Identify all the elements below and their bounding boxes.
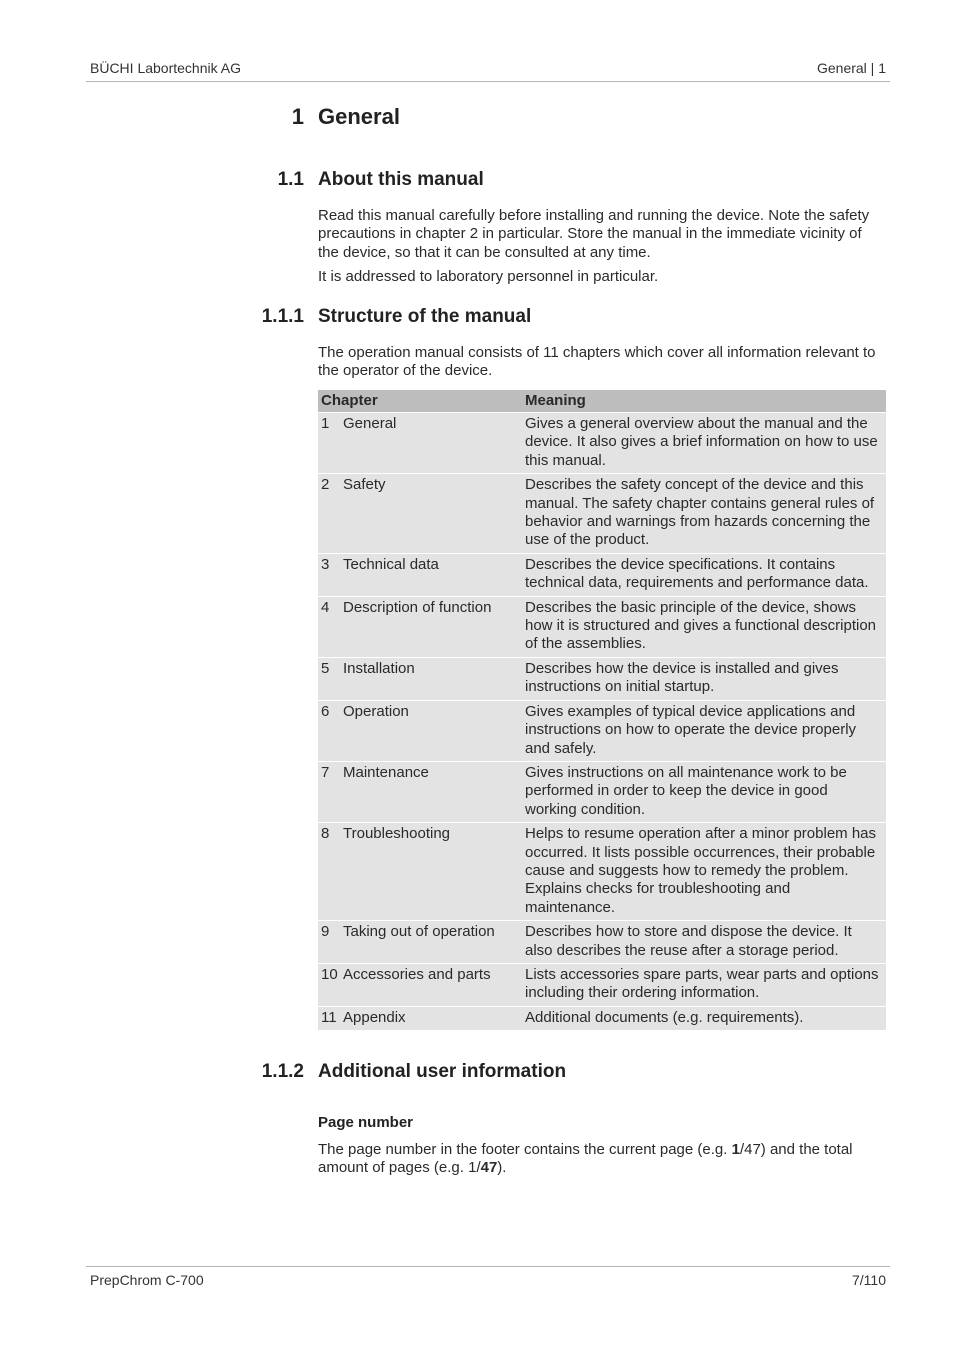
chapter-number: 1	[321, 415, 330, 432]
heading-1-1-title: About this manual	[318, 169, 484, 190]
heading-1-1-2-title: Additional user information	[318, 1061, 567, 1082]
footer-product: PrepChrom C-700	[90, 1272, 204, 1288]
table-cell-meaning: Gives examples of typical device applications and instructions on how to operate the device properly and safely.	[521, 700, 886, 761]
page-number-text-3: ).	[497, 1159, 507, 1177]
table-cell-meaning: Describes how to store and dispose the device. It also describes the reuse after a storage period.	[521, 921, 886, 964]
chapter-number: 5	[321, 659, 330, 677]
chapter-name: Troubleshooting	[343, 825, 451, 843]
table-cell-meaning: Describes how the device is installed and gives instructions on initial startup.	[521, 657, 886, 700]
heading-1-1-1-number: 1.1.1	[261, 306, 304, 327]
table-cell-chapter	[318, 921, 521, 964]
table-row	[318, 657, 886, 700]
table-cell-meaning: Gives a general overview about the manual and the device. It also gives a brief information on how to use this manual.	[521, 413, 886, 474]
table-row	[318, 963, 886, 1006]
chapter-number: 2	[321, 476, 330, 494]
table-row	[318, 761, 886, 822]
structure-para: The operation manual consists of 11 chapters which cover all information relevant to the operator of the device.	[318, 344, 876, 380]
chapter-name: Description of function	[343, 598, 492, 616]
table-cell-meaning: Describes the basic principle of the device, shows how it is structured and gives a functional description of the assemblies.	[521, 596, 886, 657]
chapter-number: 11	[321, 1008, 337, 1026]
heading-1-1-1-title: Structure of the manual	[318, 306, 532, 327]
table-cell-meaning: Describes the device specifications. It contains technical data, requirements and performance data.	[521, 553, 886, 596]
table-cell-chapter	[318, 963, 521, 1006]
table-cell-meaning: Helps to resume operation after a minor problem has occurred. It lists possible occurrences, their probable cause and suggests how to remedy the problem. Explains checks for troubleshooting and maintenance.	[521, 823, 886, 921]
chapter-table	[318, 390, 886, 1030]
page-number-total-example: 47	[480, 1159, 498, 1177]
chapter-number: 3	[321, 555, 330, 573]
page-number-text-1: The page number in the footer contains the current page (e.g.	[318, 1141, 732, 1158]
chapter-number: 10	[321, 965, 338, 983]
structure-text	[318, 344, 886, 381]
table-row	[318, 413, 886, 474]
table-row	[318, 921, 886, 964]
table-cell-chapter	[318, 657, 521, 700]
page-number-current-example: 1	[731, 1141, 740, 1158]
page-number-text-2: /47) and the total amount of pages (e.g. 1/	[318, 1141, 853, 1177]
about-manual-para-1: Read this manual carefully before installing and running the device. Note the safety precautions in chapter 2 in particular. Store the manual in the immediate vicinity of the device, so that it can be consulted at any time.	[318, 207, 870, 261]
chapter-name: General	[343, 415, 397, 432]
header-company: BÜCHI Labortechnik AG	[90, 60, 241, 76]
table-cell-chapter	[318, 413, 521, 474]
table-cell-chapter	[318, 761, 521, 822]
chapter-name: Technical data	[343, 555, 439, 573]
chapter-number: 6	[321, 702, 330, 720]
chapter-number: 9	[321, 923, 330, 941]
table-header-row	[318, 390, 886, 413]
chapter-name: Safety	[343, 476, 386, 494]
chapter-name: Operation	[343, 702, 409, 720]
table-row	[318, 1006, 886, 1030]
footer-rule	[86, 1266, 890, 1267]
footer-page-number: 7/110	[852, 1272, 886, 1288]
page-header	[90, 60, 886, 76]
table-cell-meaning: Gives instructions on all maintenance work to be performed in order to keep the device in good working condition.	[521, 761, 886, 822]
chapter-number: 8	[321, 825, 330, 843]
table-cell-meaning: Describes the safety concept of the device and this manual. The safety chapter contains general rules of behavior and warnings from hazards concerning the use of the product.	[521, 474, 886, 554]
heading-1-number: 1	[291, 104, 304, 129]
table-row	[318, 596, 886, 657]
chapter-name: Accessories and parts	[343, 965, 491, 983]
page-footer	[90, 1272, 886, 1288]
chapter-name: Maintenance	[343, 763, 429, 781]
chapter-number: 4	[321, 598, 330, 616]
page-number-subheading: Page number	[318, 1114, 414, 1131]
header-rule	[86, 81, 890, 82]
chapter-name: Taking out of operation	[343, 923, 495, 941]
heading-1-1-2-number: 1.1.2	[261, 1061, 304, 1082]
table-row	[318, 823, 886, 921]
page-number-para	[318, 1141, 886, 1178]
table-row	[318, 553, 886, 596]
table-row	[318, 474, 886, 554]
heading-1-1-number: 1.1	[277, 169, 304, 190]
table-header-chapter: Chapter	[318, 390, 521, 413]
chapter-name: Installation	[343, 659, 415, 677]
chapter-name: Appendix	[343, 1008, 406, 1026]
table-cell-chapter	[318, 553, 521, 596]
table-header-meaning: Meaning	[521, 390, 886, 413]
table-cell-meaning: Additional documents (e.g. requirements).	[521, 1006, 886, 1030]
table-row	[318, 700, 886, 761]
chapter-number: 7	[321, 763, 330, 781]
about-manual-para-2: It is addressed to laboratory personnel in particular.	[318, 268, 659, 286]
table-cell-chapter	[318, 1006, 521, 1030]
heading-1-title: General	[318, 104, 400, 129]
about-manual-text	[318, 207, 886, 287]
table-cell-chapter	[318, 823, 521, 921]
table-cell-chapter	[318, 474, 521, 554]
page-number-text	[318, 1141, 886, 1178]
table-cell-meaning: Lists accessories spare parts, wear parts and options including their ordering information.	[521, 963, 886, 1006]
table-cell-chapter	[318, 596, 521, 657]
table-cell-chapter	[318, 700, 521, 761]
header-section: General | 1	[816, 60, 886, 76]
